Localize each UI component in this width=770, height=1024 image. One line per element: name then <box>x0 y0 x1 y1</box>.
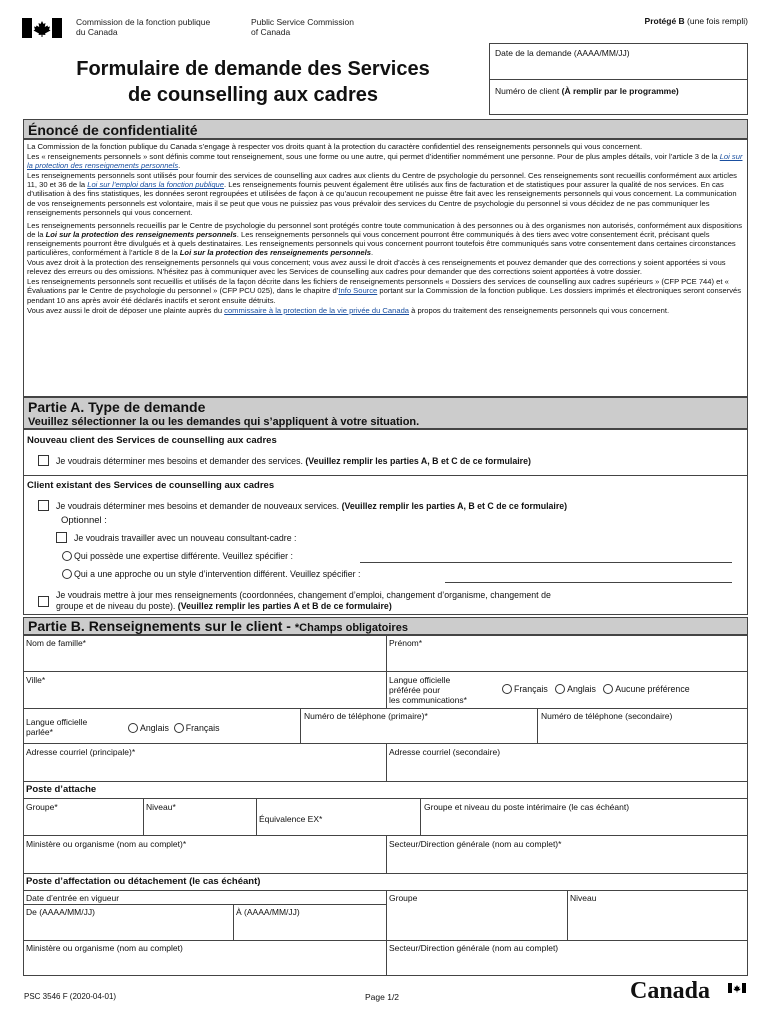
new-client-option <box>56 456 531 466</box>
group2-label: Groupe <box>389 893 418 903</box>
privacy-p4a: Les renseignements personnels recueillis par le Centre de psychologie du personnel sont protégés contre toute communication à des personnes ou à des organismes non autorisés, conformément aux dispositions de la <box>27 220 743 239</box>
client-number-label: Numéro de client <box>495 86 562 96</box>
spoken-english-label: Anglais <box>140 723 169 733</box>
comm-none-button[interactable] <box>603 684 613 694</box>
email-secondary-label: Adresse courriel (secondaire) <box>389 747 501 757</box>
to-date-label: À (AAAA/MM/JJ) <box>236 907 300 917</box>
new-consultant-checkbox[interactable] <box>56 532 67 543</box>
new-client-option-text: Je voudrais déterminer mes besoins et demander des services. <box>56 456 306 466</box>
comm-lang-line2: préférée pour <box>389 685 441 695</box>
existing-client-title: Client existant des Services de counselling aux cadres <box>27 480 275 491</box>
privacy-p1-text: La Commission de la fonction publique du Canada s’engage à respecter vos droits quant à la protection du caractère confidentiel des renseignements personnels qui vous concernent. <box>27 142 643 151</box>
effective-date-label: Date d’entrée en vigueur <box>26 893 120 903</box>
privacy-text <box>27 142 743 316</box>
part-b-title: Partie B. Renseignements sur le client - <box>28 618 295 634</box>
request-date-field[interactable] <box>495 48 630 58</box>
acting-group-label: Groupe et niveau du poste intérimaire (le cas échéant) <box>424 802 630 812</box>
part-a-title: Partie A. Type de demande <box>28 399 206 415</box>
client-number-note: (À remplir par le programme) <box>561 86 679 96</box>
privacy-p5-text: Vous avez droit à la protection des renseignements personnels qui vous concernent; vous avez aussi le droit d’accès à ces renseignements et pouvez demander que des corrections y soient apportées si vous relevez des erreurs ou des omissions. N’hésitez pas à communiquer avec les Services de counselling aux cadres pour demander que des corrections soient apportées à votre dossier. <box>27 258 726 277</box>
group-label: Groupe* <box>26 802 58 812</box>
comm-lang-line3: les communications* <box>389 695 467 705</box>
existing-client-note: (Veuillez remplir les parties A, B et C de ce formulaire) <box>341 501 568 511</box>
radio-approach-label: Qui a une approche ou un style d’intervention différent. Veuillez spécifier : <box>74 569 361 579</box>
first-name-field[interactable] <box>389 638 422 648</box>
phone-secondary-field[interactable] <box>541 711 672 721</box>
level2-label: Niveau <box>570 893 597 903</box>
protected-status <box>645 16 748 26</box>
assignment-title: Poste d’affectation ou détachement (le cas échéant) <box>26 876 261 887</box>
spoken-english-radio[interactable] <box>128 723 169 733</box>
update-info-option <box>56 590 746 612</box>
phone-secondary-label: Numéro de téléphone (secondaire) <box>541 711 673 721</box>
spoken-french-label: Français <box>185 723 220 733</box>
ex-equivalence-label: Équivalence EX* <box>259 814 323 824</box>
privacy-p1 <box>27 142 743 151</box>
radio-expertise-label: Qui possède une expertise différente. Veuillez spécifier : <box>74 551 293 561</box>
radio-expertise-button[interactable] <box>62 551 72 561</box>
last-name-field[interactable] <box>26 638 86 648</box>
radio-approach[interactable] <box>62 569 360 579</box>
sector2-field[interactable] <box>389 943 558 953</box>
privacy-p2a: Les « renseignements personnels » sont définis comme tout renseignement, sous une forme ou une autre, qui permet d’identifier nommément une personne. Pour de plus amples détails, voir l’article 3 de la <box>27 152 720 162</box>
home-position-title: Poste d’attache <box>26 784 97 795</box>
spoken-lang-options <box>128 723 219 733</box>
group-field[interactable] <box>26 802 58 812</box>
new-consultant-label: Je voudrais travailler avec un nouveau consultant-cadre : <box>74 533 297 543</box>
sector-label: Secteur/Direction générale (nom au complet)* <box>389 839 562 849</box>
comm-none-radio[interactable] <box>603 684 689 694</box>
update-line2: groupe et de niveau du poste). <box>56 601 178 611</box>
privacy-heading <box>23 119 748 139</box>
comm-english-label: Anglais <box>567 684 596 694</box>
comm-english-radio[interactable] <box>555 684 596 694</box>
spoken-french-radio[interactable] <box>174 723 220 733</box>
city-label: Ville* <box>26 675 46 685</box>
privacy-p4-act2: Loi sur la protection des renseignements personnels <box>179 248 371 258</box>
part-b-heading <box>23 617 748 635</box>
privacy-act-link[interactable]: Loi sur la protection des renseignements personnels <box>27 152 743 171</box>
fr-org-name <box>76 17 210 37</box>
privacy-p3a: Les renseignements personnels sont utilisés pour fournir des services de counselling aux cadres aux clients du Centre de psychologie du personnel. Ces renseignements sont recueillis conformément aux articles 11, 30 et 36 de la <box>27 171 737 190</box>
title-line1: Formulaire de demande des Services <box>76 58 430 80</box>
client-number-field <box>495 86 679 96</box>
privacy-heading-text: Énoncé de confidentialité <box>28 122 198 138</box>
new-client-title: Nouveau client des Services de counselling aux cadres <box>27 435 277 446</box>
privacy-commissioner-link[interactable]: commissaire à la protection de la vie privée du Canada <box>224 305 410 315</box>
comm-none-label: Aucune préférence <box>615 684 690 694</box>
sector-field[interactable] <box>389 839 561 849</box>
update-line1: Je voudrais mettre à jour mes renseignements (coordonnées, changement d’emploi, changement d’organisme, changement de <box>56 590 551 600</box>
ministry-field[interactable] <box>26 839 186 849</box>
level-field[interactable] <box>146 802 176 812</box>
comm-lang-options <box>502 684 690 694</box>
acting-group-field[interactable] <box>424 802 629 812</box>
email-primary-label: Adresse courriel (principale)* <box>26 747 136 757</box>
spoken-language-label <box>26 717 87 737</box>
existing-client-option <box>56 501 567 511</box>
comm-english-button[interactable] <box>555 684 565 694</box>
fr-org-line2: du Canada <box>76 27 118 37</box>
ministry2-label: Ministère ou organisme (nom au complet) <box>26 943 183 953</box>
from-date-field[interactable] <box>26 907 95 917</box>
first-name-label: Prénom* <box>389 638 423 648</box>
expertise-specify-line[interactable] <box>360 562 732 563</box>
radio-approach-button[interactable] <box>62 569 72 579</box>
part-b-required-note: *Champs obligatoires <box>294 622 408 634</box>
form-number: PSC 3546 F (2020-04-01) <box>24 992 117 1001</box>
employment-act-link[interactable]: Loi sur l’emploi dans la fonction publique <box>87 180 225 190</box>
canada-flag-icon <box>22 18 62 38</box>
page-number: Page 1/2 <box>365 992 400 1002</box>
privacy-p4-act1: Loi sur la protection des renseignements personnels <box>45 229 237 239</box>
privacy-p4c: . <box>370 248 374 258</box>
sector2-label: Secteur/Direction générale (nom au complet) <box>389 943 559 953</box>
update-info-checkbox[interactable] <box>38 596 49 607</box>
spoken-english-button[interactable] <box>128 723 138 733</box>
en-org-line1: Public Service Commission <box>251 17 354 27</box>
group2-field[interactable] <box>389 893 417 903</box>
privacy-p5 <box>27 258 743 276</box>
approach-specify-line[interactable] <box>445 582 732 583</box>
privacy-p2 <box>27 152 743 170</box>
fr-org-line1: Commission de la fonction publique <box>76 17 211 27</box>
new-client-note: (Veuillez remplir les parties A, B et C de ce formulaire) <box>305 456 531 466</box>
existing-client-option-text: Je voudrais déterminer mes besoins et demander de nouveaux services. <box>56 501 342 511</box>
privacy-p6 <box>27 277 743 304</box>
comm-french-label: Français <box>514 684 548 694</box>
from-date-label: De (AAAA/MM/JJ) <box>26 907 95 917</box>
page-title <box>22 56 484 108</box>
protected-note: (une fois rempli) <box>684 16 748 26</box>
privacy-p7 <box>27 306 743 315</box>
privacy-p6b: portant sur la Commission de la fonction publique. Les dossiers imprimés et électroniques seront conservés pendant 10 ans après avoir été déclarés inactifs et seront ensuite détruits. <box>27 286 742 305</box>
ministry-label: Ministère ou organisme (nom au complet)* <box>26 839 187 849</box>
part-a-subtitle: Veuillez sélectionner la ou les demandes qui s’appliquent à votre situation. <box>28 416 420 428</box>
radio-expertise[interactable] <box>62 551 293 561</box>
level2-field[interactable] <box>570 893 596 903</box>
update-note: (Veuillez remplir les parties A et B de ce formulaire) <box>177 601 392 611</box>
level-label: Niveau* <box>146 802 176 812</box>
phone-primary-field[interactable] <box>304 711 428 721</box>
last-name-label: Nom de famille* <box>26 638 86 648</box>
phone-primary-label: Numéro de téléphone (primaire)* <box>304 711 428 721</box>
new-client-checkbox[interactable] <box>38 455 49 466</box>
privacy-p3 <box>27 171 743 216</box>
title-line2: de counselling aux cadres <box>127 84 379 106</box>
comm-language-label <box>389 675 467 705</box>
optional-label: Optionnel : <box>61 515 107 526</box>
wordmark-flag-icon <box>728 980 746 990</box>
comm-lang-line1: Langue officielle <box>389 675 451 685</box>
privacy-p6a: Les renseignements personnels sont recueillis et utilisés de la façon décrite dans les fichiers de renseignements personnels « Dossiers des services de counselling aux cadres supérieurs » (CFP PCE 744) et « Évaluations par le Centre de psychologie du personnel » (CFP PCU 025), dans le chapitre d’ <box>27 277 729 296</box>
en-org-name <box>251 17 354 37</box>
privacy-p4b: . Les renseignements personnels qui vous concernent pourront être communiqués à des tiers avec votre consentement écrit, précisant quels renseignements pourront être divulgués et à quels destinataires. Les renseignements personnels qui vous concernent pourront toutefois être communiqués sans votre consentement dans certaines circonstances particulières, conformément à l’article 8 de la <box>27 229 736 258</box>
city-field[interactable] <box>26 675 45 685</box>
part-a-heading <box>23 397 748 429</box>
spoken-french-button[interactable] <box>174 723 184 733</box>
email-primary-field[interactable] <box>26 747 135 757</box>
spoken-lang-line2: parlée* <box>26 727 53 737</box>
en-org-line2: of Canada <box>251 27 291 37</box>
spoken-lang-line1: Langue officielle <box>26 717 88 727</box>
email-secondary-field[interactable] <box>389 747 500 757</box>
to-date-field[interactable] <box>236 907 300 917</box>
comm-french-button[interactable] <box>502 684 512 694</box>
comm-french-radio[interactable] <box>502 684 548 694</box>
protected-label: Protégé B <box>644 16 685 26</box>
ministry2-field[interactable] <box>26 943 183 953</box>
privacy-p2b: . <box>178 161 181 171</box>
existing-client-checkbox[interactable] <box>38 500 49 511</box>
privacy-p7b: à propos du traitement des renseignements personnels qui vous concernent. <box>409 305 670 315</box>
canada-wordmark <box>630 978 710 1004</box>
privacy-p7a: Vous avez aussi le droit de déposer une plainte auprès du <box>27 305 225 315</box>
info-source-link[interactable]: Info Source <box>338 286 378 296</box>
privacy-p3b: . Les renseignements fournis peuvent également être utilisés aux fins de facturation et de statistiques pour assurer la qualité de nos services. En cas d’utilisation à des fins statistiques, les données seront regroupées et utilisées de façon à ce qu’aucun recoupement ne puisse être fait avec les renseignements personnels qui vous concernent. La communication de vos renseignements personnels est volontaire, mais il se peut que vous ne puissiez pas vous prévaloir des services du Centre de psychologie du personnel si vous décidez de ne pas communiquer les renseignements personnels qui vous concernent. <box>27 180 737 217</box>
ex-equivalence-field[interactable] <box>259 814 322 824</box>
privacy-p4 <box>27 221 743 257</box>
request-date-label: Date de la demande (AAAA/MM/JJ) <box>495 48 630 58</box>
canada-wordmark-text: Canada <box>630 978 711 1004</box>
